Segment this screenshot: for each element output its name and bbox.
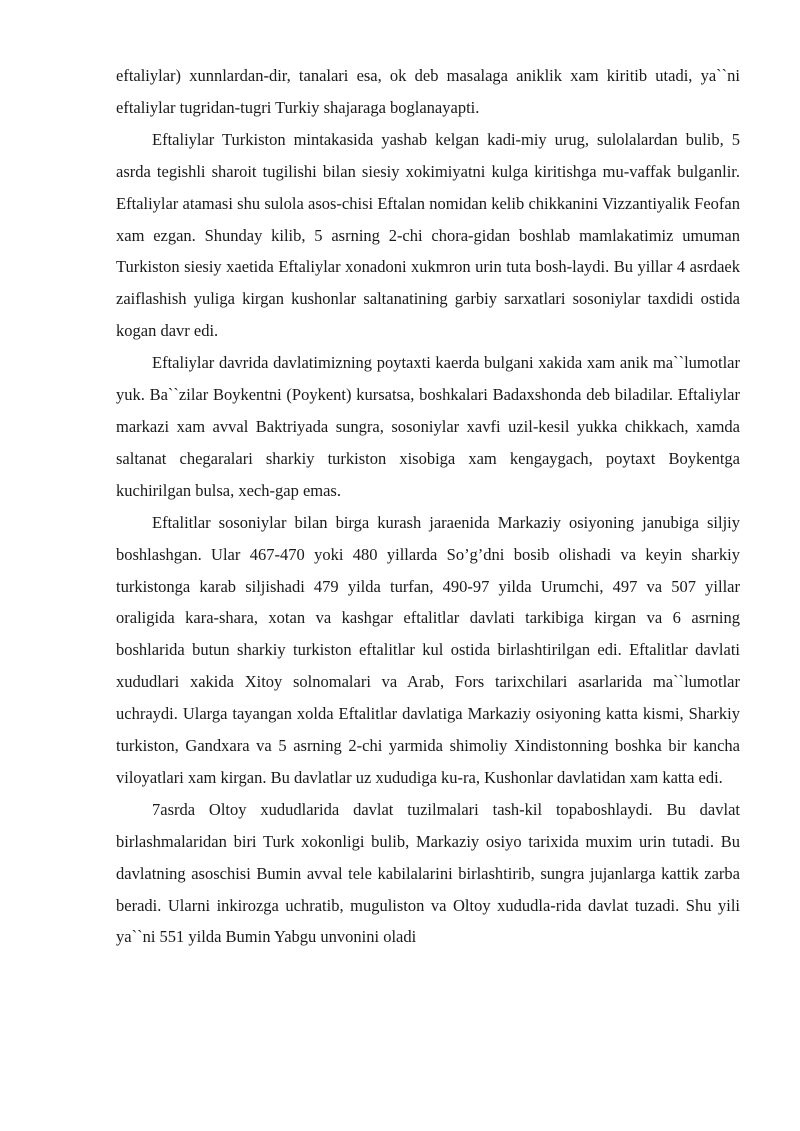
- paragraph-2: Eftaliylar Turkiston mintakasida yashab kelgan kadi-miy urug, sulolalardan bulib, 5 asrda tegishli sharoit tugilishi bilan siesiy xokimiyatni kulga kiritishga mu-vaffak bulganlir. Eftaliylar atamasi shu sulola asos-chisi Eftalan nomidan kelib chikkanini Vizzantiyalik Feofan xam ezgan. Shunday kilib, 5 asrning 2-chi chora-gidan boshlab mamlakatimiz umuman Turkiston siesiy xaetida Eftaliylar xonadoni xukmron urin tuta bosh-laydi. Bu yillar 4 asrdaek zaiflashish yuliga kirgan kushonlar saltanatining garbiy sarxatlari sosoniylar taxdidi ostida kogan davr edi.: [116, 129, 740, 341]
- paragraph-1: eftaliylar) xunnlardan-dir, tanalari esa, ok deb masalaga aniklik xam kiritib utadi, ya``ni eftaliylar tugridan-tugri Turkiy shajaraga boglanayapti.: [116, 66, 740, 117]
- paragraph-4: Eftalitlar sosoniylar bilan birga kurash jaraenida Markaziy osiyoning janubiga siljiy boshlashgan. Ular 467-470 yoki 480 yillarda So’g’dni bosib olishadi va keyin sharkiy turkistonga karab siljishadi 479 yilda turfan, 490-97 yilda Urumchi, 497 va 507 yillar oraligida kara-shara, xotan va kashgar eftalitlar davlati tarkibiga kirgan va 6 asrning boshlarida butun sharkiy turkiston eftalitlar kul ostida birlashtirilgan edi. Eftalitlar davlati xududlari xakida Xitoy solnomalari va Arab, Fors tarixchilari asarlarida ma``lumotlar uchraydi. Ularga tayangan xolda Eftalitlar davlatiga Markaziy osiyoning katta kismi, Sharkiy turkiston, Gandxara va 5 asrning 2-chi yarmida shimoliy Xindistonning boshka bir kancha viloyatlari xam kirgan. Bu davlatlar uz xududiga ku-ra, Kushonlar davlatidan xam katta edi.: [116, 512, 740, 787]
- paragraph-5: 7asrda Oltoy xududlarida davlat tuzilmalari tash-kil topaboshlaydi. Bu davlat birlashmalaridan biri Turk xokonligi bulib, Markaziy osiyo tarixida muxim urin tutadi. Bu davlatning asoschisi Bumin avval tele kabilalarini birlashtirib, sungra jujanlarga kattik zarba beradi. Ularni inkirozga uchratib, muguliston va Oltoy xududla-rida davlat tuzadi. Shu yili ya``ni 551 yilda Bumin Yabgu unvonini oladi: [116, 799, 740, 947]
- paragraph-3: Eftaliylar davrida davlatimizning poytaxti kaerda bulgani xakida xam anik ma``lumotlar yuk. Ba``zilar Boykentni (Poykent) kursatsa, boshkalari Badaxshonda deb biladilar. Eftaliylar markazi xam avval Baktriyada sungra, sosoniylar xavfi uzil-kesil yukka chikkach, xamda saltanat chegaralari sharkiy turkiston xisobiga xam kengaygach, poytaxt Boykentga kuchirilgan bulsa, xech-gap emas.: [116, 353, 740, 500]
- document-page: [116, 60, 740, 953]
